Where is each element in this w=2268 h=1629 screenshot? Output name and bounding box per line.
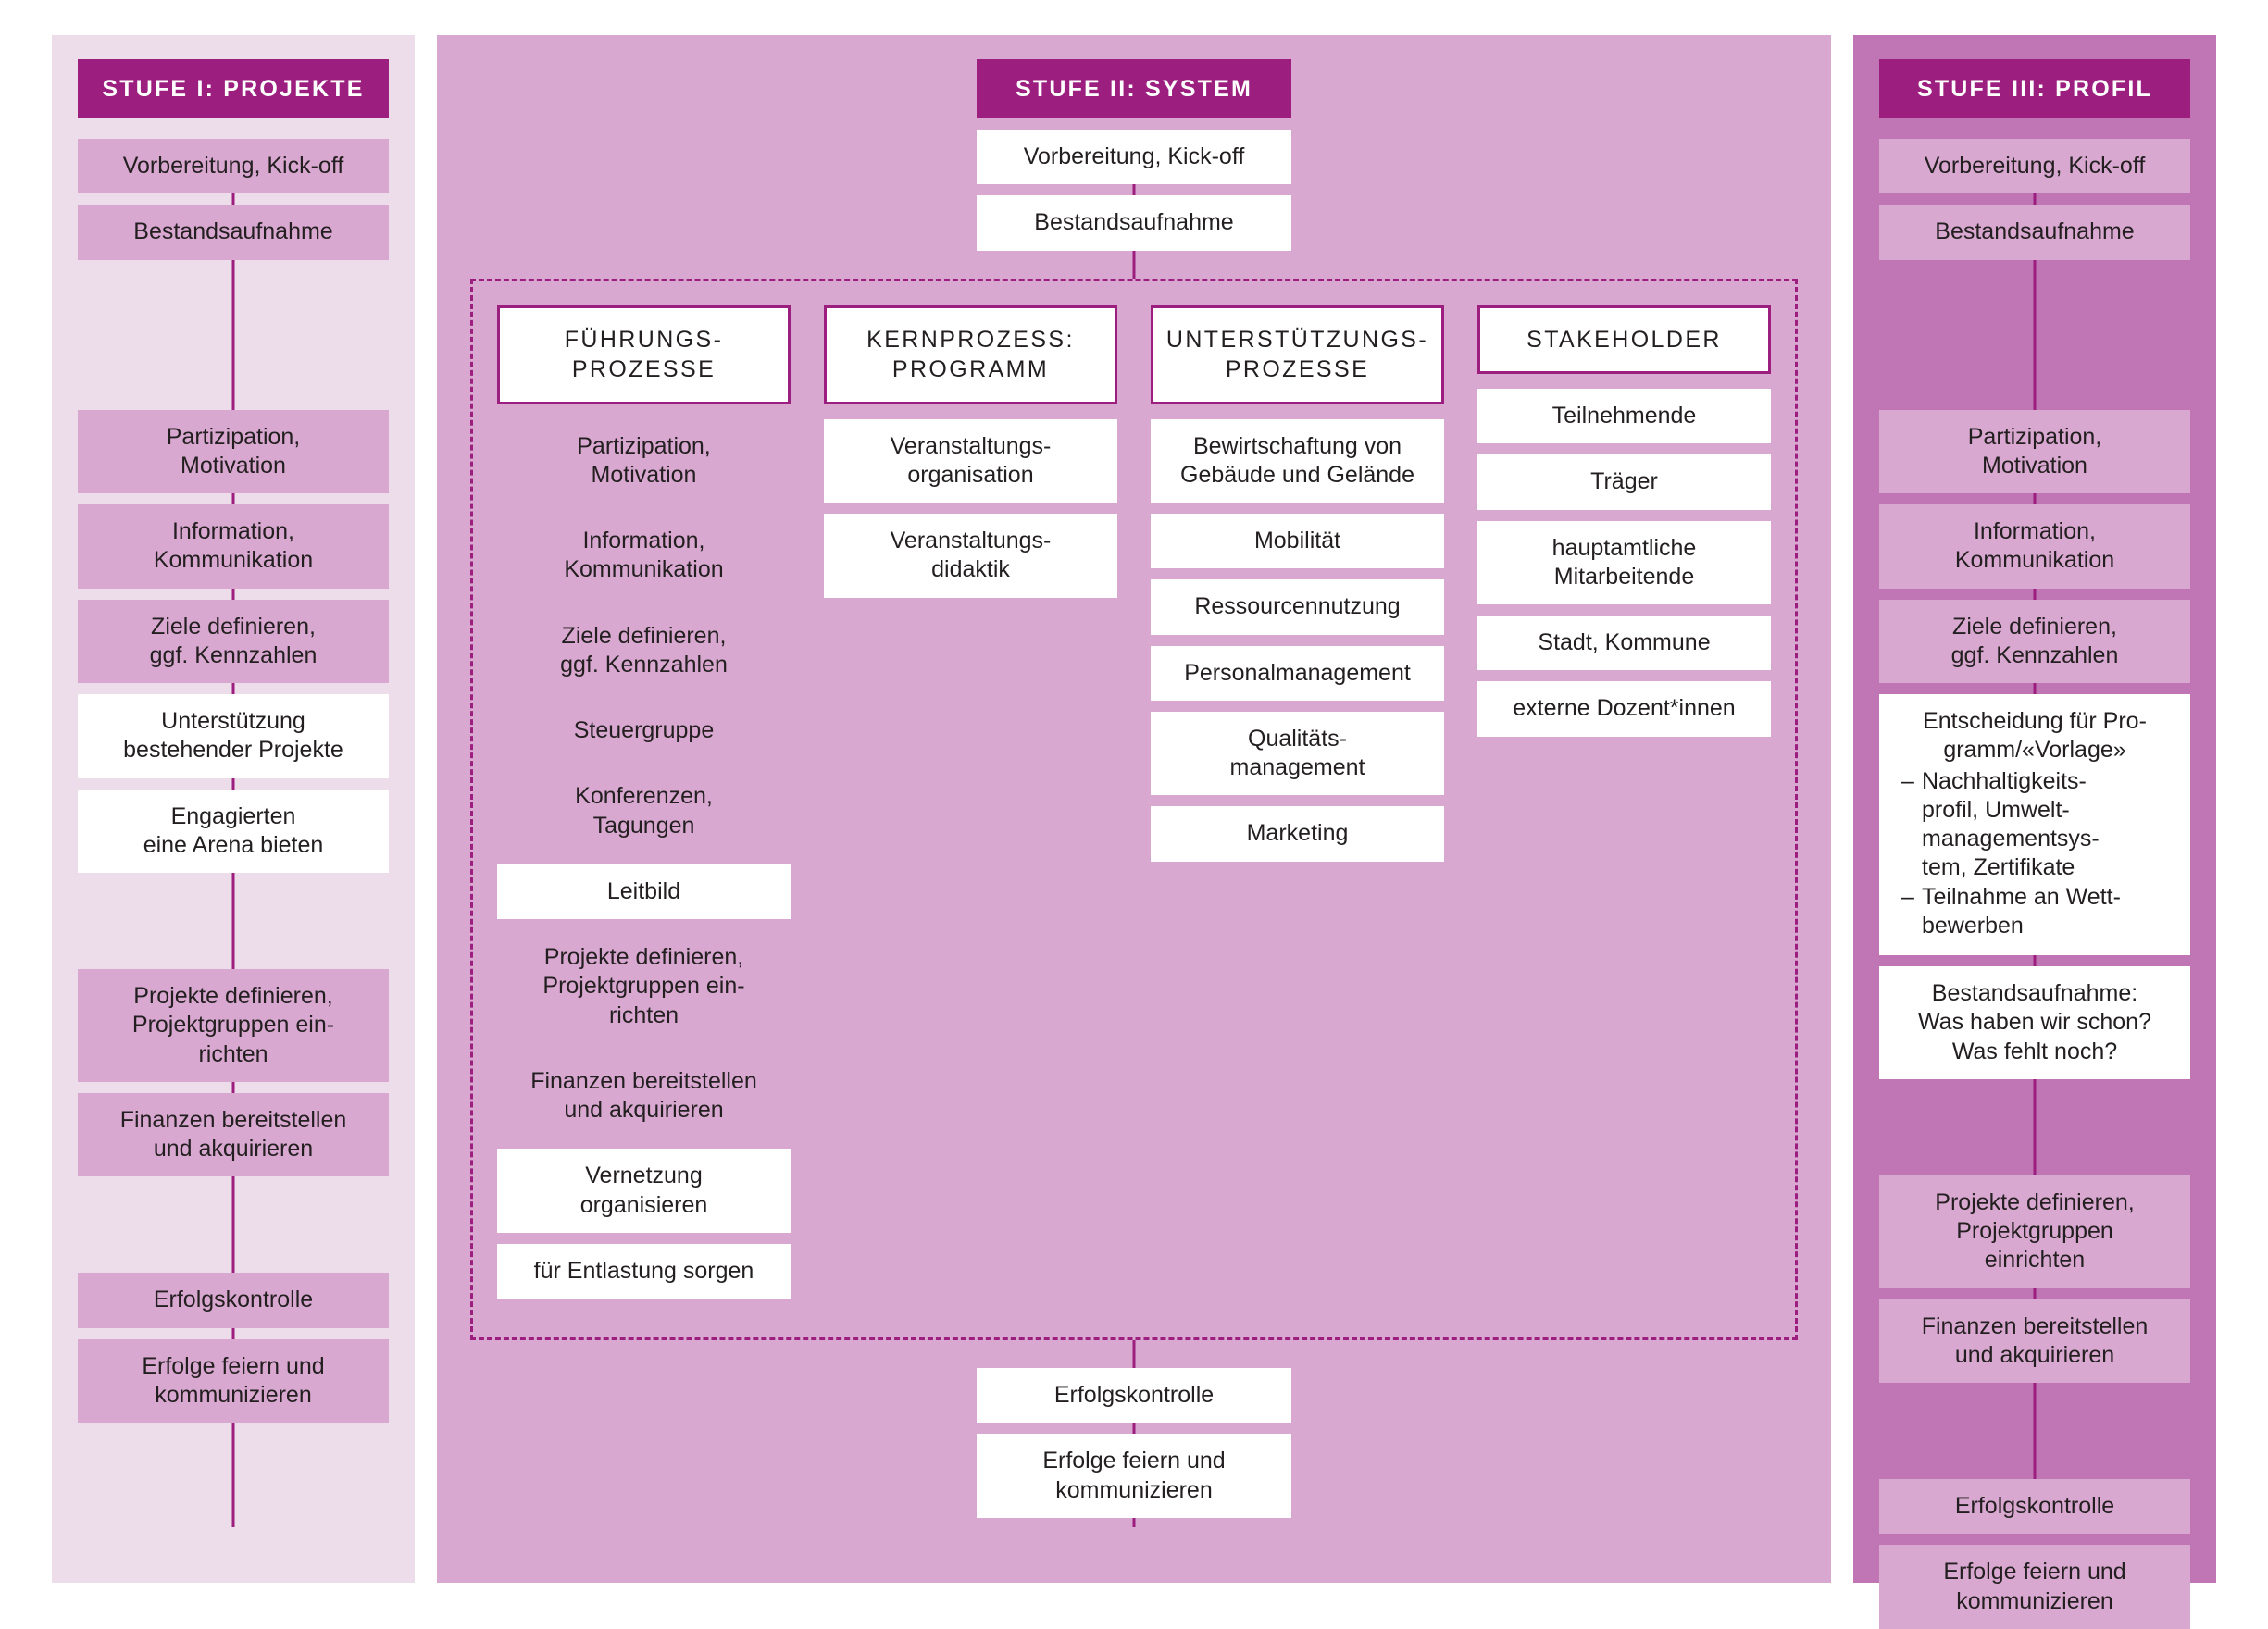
stage-3-box: Ziele definieren, ggf. Kennzahlen <box>1879 600 2190 684</box>
process-group-heading: UNTERSTÜTZUNGS- PROZESSE <box>1151 305 1444 404</box>
stage-3-title: STUFE III: PROFIL <box>1879 59 2190 118</box>
process-group-heading: KERNPROZESS: PROGRAMM <box>824 305 1117 404</box>
process-item: Bewirtschaftung von Gebäude und Gelände <box>1151 419 1444 504</box>
process-item: Konferenzen, Tagungen <box>497 769 791 853</box>
process-item: externe Dozent*innen <box>1477 681 1771 736</box>
stage-3-box: Vorbereitung, Kick-off <box>1879 139 2190 193</box>
process-item: Veranstaltungs- didaktik <box>824 514 1117 598</box>
stage-1-title: STUFE I: PROJEKTE <box>78 59 389 118</box>
process-item: Partizipation, Motivation <box>497 419 791 504</box>
stage-1-box: Erfolge feiern und kommunizieren <box>78 1339 389 1424</box>
stage-1-box: Bestandsaufnahme <box>78 205 389 259</box>
process-item: Qualitäts- management <box>1151 712 1444 796</box>
stage-3-middle-group <box>1879 410 2190 1079</box>
stage-3-bottom-group <box>1879 1479 2190 1629</box>
process-item: Leitbild <box>497 864 791 919</box>
stage-3-box: Bestandsaufnahme <box>1879 205 2190 259</box>
stage-1-box: Projekte definieren, Projektgruppen ein- richten <box>78 969 389 1082</box>
process-item: Information, Kommunikation <box>497 514 791 598</box>
stage-1-box: Vorbereitung, Kick-off <box>78 139 389 193</box>
stage-1-box: Ziele definieren, ggf. Kennzahlen <box>78 600 389 684</box>
stage-3-box: Projekte definieren, Projektgruppen einrichten <box>1879 1175 2190 1288</box>
stage-2-top-group <box>977 130 1291 251</box>
stage-2-box: Erfolge feiern und kommunizieren <box>977 1434 1291 1518</box>
decision-lead: Entscheidung für Pro- gramm/«Vorlage» <box>1923 708 2147 764</box>
decision-list-item: – Nachhaltigkeits- profil, Umwelt- managementsys- tem, Zertifikate <box>1898 767 2172 883</box>
stage-3-lower-group <box>1879 1175 2190 1383</box>
stage-1-bottom-group <box>78 1273 389 1423</box>
process-item: für Entlastung sorgen <box>497 1244 791 1299</box>
stage-2-process-frame <box>470 279 1798 1341</box>
process-item: hauptamtliche Mitarbeitende <box>1477 521 1771 605</box>
stage-columns <box>0 35 2268 1614</box>
process-group-heading: STAKEHOLDER <box>1477 305 1771 375</box>
stage-3-box: Partizipation, Motivation <box>1879 410 2190 494</box>
stage-2-column <box>437 35 1831 1583</box>
decision-list-item: – Teilnahme an Wett- bewerben <box>1898 883 2172 941</box>
stage-1-box: Erfolgskontrolle <box>78 1273 389 1327</box>
stage-3-inventory-box: Bestandsaufnahme: Was haben wir schon? Was fehlt noch? <box>1879 966 2190 1079</box>
process-item: Ziele definieren, ggf. Kennzahlen <box>497 609 791 693</box>
process-item: Veranstaltungs- organisation <box>824 419 1117 504</box>
process-item: Mobilität <box>1151 514 1444 568</box>
stage-3-box: Finanzen bereitstellen und akquirieren <box>1879 1299 2190 1384</box>
stage-1-box: Information, Kommunikation <box>78 504 389 589</box>
stage-3-box: Erfolge feiern und kommunizieren <box>1879 1545 2190 1629</box>
process-item: Projekte definieren, Projektgruppen ein- richten <box>497 930 791 1043</box>
stage-1-box: Partizipation, Motivation <box>78 410 389 494</box>
process-item: Personalmanagement <box>1151 646 1444 701</box>
process-item: Marketing <box>1151 806 1444 861</box>
stage-1-box: Finanzen bereitstellen und akquirieren <box>78 1093 389 1177</box>
process-group-kernprozess <box>824 305 1117 609</box>
stage-2-title: STUFE II: SYSTEM <box>977 59 1291 118</box>
process-item: Stadt, Kommune <box>1477 616 1771 670</box>
process-item: Träger <box>1477 454 1771 509</box>
process-group-unterstuetzungsprozesse <box>1151 305 1444 873</box>
stage-1-middle-group <box>78 410 389 874</box>
stage-3-box: Information, Kommunikation <box>1879 504 2190 589</box>
process-group-stakeholder <box>1477 305 1771 748</box>
stage-2-box: Erfolgskontrolle <box>977 1368 1291 1423</box>
stage-3-column <box>1853 35 2216 1614</box>
stage-2-box: Bestandsaufnahme <box>977 195 1291 250</box>
stage-1-lower-group <box>78 969 389 1176</box>
process-group-heading: FÜHRUNGS- PROZESSE <box>497 305 791 404</box>
process-item: Vernetzung organisieren <box>497 1149 791 1233</box>
process-item: Steuergruppe <box>497 703 791 758</box>
process-item: Ressourcennutzung <box>1151 579 1444 634</box>
stage-3-box: Erfolgskontrolle <box>1879 1479 2190 1534</box>
decision-list <box>1898 767 2172 941</box>
stage-2-bottom-group <box>977 1368 1291 1518</box>
stage-1-box: Unterstützung bestehender Projekte <box>78 694 389 778</box>
process-group-fuehrungsprozesse <box>497 305 791 1311</box>
stage-1-box: Engagierten eine Arena bieten <box>78 790 389 874</box>
process-item: Finanzen bereitstellen und akquirieren <box>497 1054 791 1138</box>
stage-2-box: Vorbereitung, Kick-off <box>977 130 1291 184</box>
process-item: Teilnehmende <box>1477 389 1771 443</box>
stage-1-column <box>52 35 415 1583</box>
stage-3-decision-box <box>1879 694 2190 955</box>
